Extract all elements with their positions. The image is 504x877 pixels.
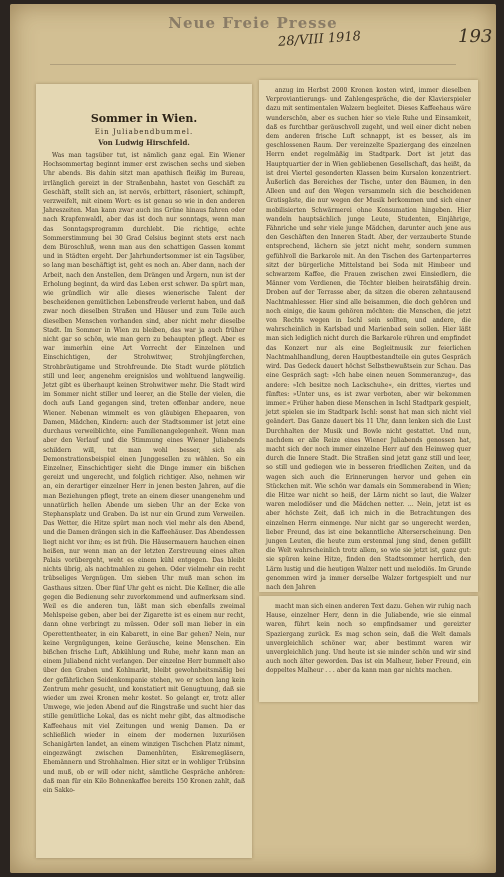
article-paragraph: Was man tagsüber tut, ist nämlich ganz egal. Ein Wiener Hochsommertag beginnt immer erst zwischen sechs und sieben Uhr abends. Bis dahin sitzt man apathisch fleißig im Bureau, irrlänglich gereizt in der Straßenbahn, hastet von Geschäft zu Geschäft, stellt sich an, ist nervös, erbittert, räsoniert, schimpft, verzweifelt, mit einem Wort: es ist genau so wie in den anderen Jahreszeiten. Man kann zwar auch ins Grüne hinaus fahren oder nach Krapfenwaldl, aber das ist doch nur sonntags, wenn man das Sonntagsprogramm durchlebt. Die richtige, echte Sommerstimmung bei 30 Grad Celsius beginnt stets erst nach dem Büroschluß, wenn man aus den schattigen Gassen kommt und in Städten ergeht. Der Jahrhundertsommer ist ein Tagsüber, so lang man beschäftigt ist, geht es noch an. Aber dann, nach der Arbeit, nach den Anstellen, dem Drängen und Ärgern, nun ist der Erholung beginnt, da wird das Leben erst schwer. Da spürt man, wie gründlich wir alle dieses wienerische Talent der bescheidenen gemütlichen Lebensfreude verlernt haben, und daß zwar noch dieselben Straßen und Häuser und zum Teile auch dieselben Menschen vorhanden sind, aber nicht mehr dieselbe Stadt. Im Sommer in Wien zu bleiben, das war ja auch früher nicht gar so schön, wie man gern zu behaupten pflegt. Aber es war immerhin eine Art Vorrecht der Einzelnen und Einschichtigen, der Strohwitwer, Strohjüngferchen, Strohbräutigame und Strohfreunde. Die Stadt wurde plötzlich still und leer, angenehm ereignislos und wohltuend langweilig. Jetzt gibt es überhaupt keinen Strohwitwer mehr. Die Stadt wird im Sommer nicht stiller und leerer, an die Stelle der vielen, die doch aufs Land gegangen sind, treten offenbar andere, neue Wiener. Nebenan wimmelt es von gläubigen Ehepaaren, von Damen, Mädchen, Kindern: auch der Stadtsommer ist jetzt eine durchaus verweiblichte, eine Familienangelegenheit. Wenn man aber den Verlauf und die Stimmung eines Wiener Juliabends schildern will, tut man wohl besser, sich als Demonstrationsbeispiel einen Junggesellen zu wählen. So ein Einzelner, Einschichtiger sieht die Dinge immer ein bißchen gereizt und ungerecht, und folglich richtiger. Also, nehmen wir an, ein derartiger einzelner Herr in jenen besten Jahren, auf die man Beziehungen pflegt, trete an einem dieser unangenehm und unnatürlich hellen Abende um sieben Uhr an der Ecke von Stephansplatz und Graben. Da ist nur ein Grund zum Verweilen. Das Wetter, die Hitze spürt man noch viel mehr als den Abend, und die Damen drängen sich in die Kaffeehäuser. Das Abendessen liegt nicht vor ihm; es ist früh. Die Häusermauern hauchen einen heißen, nur wenn man an der letzten Zerstreuung eines alten Palais vorübergeht, weht es einem kühl entgegen. Das bleibt nichts übrig, als nachtmahlen zu gehen. Oder vielmehr ein recht trübseliges Vergnügen. Um sieben Uhr muß man schon im Gasthaus sitzen. Über fünf Uhr geht es nicht. Die Kellner, die alle gegen die Bedienung sehr zuvorkommend und aufmerksam sind. Weil es die anderen tun, läßt man sich ebenfalls zweimal Mehlspeise geben, aber bei der Zigarette ist es einem nur recht, dann ohne verbringt zu müssen. Oder soll man lieber in ein Operettentheater, in ein Kabarett, in eine Bar gehen? Nein, nur keine Vergnügungen, keine Geräusche, keine Menschen. Ein bißchen frische Luft, Abkühlung und Ruhe, mehr kann man an einem Juliabend nicht verlangen. Der einzelne Herr bummelt also über den Graben und Kohlmarkt, bleibt gewohnheitsmäßig bei der gefährlichen Seidenkompanie stehen, wo er schon lang kein Zentrum mehr gesucht, und konstatiert mit Genugtuung, daß sie wieder um zwei Kronen mehr kostet. So gelangt er, trotz aller Umwege, wie jeden Abend auf die Ringstraße und sucht hier das stille gemütliche Lokal, das es nicht mehr gibt, das altmodische Kaffeehaus mit viel Zeitungen und wenig Damen. Da er schließlich wieder in einem der modernen luxuriösen Schanigärten landet, an einem winzigen Tischchen Platz nimmt, eingezwängt zwischen Damenhüten, Eiskremegläsern, Ehemännern und Strohhalmen. Hier sitzt er in wohliger Trübsinn und muß, ob er will oder nicht, sämtliche Gespräche anhören: daß man für ein Kilo Bohnenkaffee bereits 150 Kronen zahlt, daß ein Sakko- (43, 152, 245, 795)
handwritten-date: 28/VIII 1918 (277, 29, 362, 50)
article-body-left (43, 151, 245, 795)
page-number: 193 (458, 26, 493, 47)
article-paragraph: anzug im Herbst 2000 Kronen kosten wird, immer dieselben Verproviantierungs- und Zahlengespräche, die der Klavierspieler dazu mit sentimentalen Walzern begleitet. Dieses Kaffeehaus wäre wunderschön, aber es suchen hier so viele Ruhe und Einsamkeit, daß es furchtbar geräuschvoll zugeht, und weil einer dicht neben dem anderen frische Luft schnappt, ist es besser, als im geschlossenen Raum. Der vereinzelte Spaziergang des einzelnen Herrn endet regelmäßig im Stadtpark. Dort ist jetzt das Hauptquartier der in Wien gebliebenen Gesellschaft, das heißt, da ist drei Viertel gesonderten Klassen beim Kursalon konzentriert. Äußerlich das Bereiches der Tische, unter den Bäumen, in den Alleen und auf den Wegen versammeln sich die bescheidenen Gratisgäste, die nur wegen der Musik herkommen und sich einer mobilisierten Schwärmerei ohne Konsumation hingeben. Hier wandeln hauptsächlich junge Leute, Studenten, Einjährige, Fähnriche und sehr viele junge Mädchen, darunter auch jene aus den Geschäften den Inneren Stadt. Aber, der verzauberte Stunde entsprechend, lächern sie jetzt nicht mehr, sondern summen gefühlvoll die Barkarole mit. An den Tischen des Gartenparterres sitzt der bürgerliche Mittelstand bei Soda mit Himbeer und schwarzem Kaffee, die Frauen zwischen zwei Einsiedlern, die Männer vom Verdienen, die Töchter bleiben heiratsfähig drein. Droben auf der Terrasse aber, da sitzen die oberen zehntausend Nachtmahlesser. Hier sind alle beisammen, die doch gehören und noch einige, die kaum gehören möchten: die Menschen, die jetzt von Rechts wegen in Ischl sein sollten, und andere, die wahrscheinlich in Karlsbad und Marienbad sein sollen. Hier läßt man sich lediglich nicht durch die Barkarole rühren und empfindet das Konzert nur als eine Begleitmusik zur feierlichen Nachtmahlhandlung, deren Hauptbestandteile ein gutes Gespräch wird. Das Gedeck dauert höchst Selbstbewußtsein zur Schau. Das eine Gespräch sagt: »Ich habe einen neuen Sommeranzug«, das andere: »Ich besitze noch Lackschuhe«, ein drittes, viertes und fünftes: »Unter uns, es ist zwar verboten, aber wir bekommen immer.« Früher haben diese Menschen in Ischl Stadtpark gespielt, jetzt spielen sie im Stadtpark Ischl: sonst hat man sich nicht viel geändert. Das Ganze dauert bis 11 Uhr, dann lenken sich die Lust Durchhalten der Musik und Bowle nicht gestattet. Und nun, nachdem er alle Reize eines Wiener Juliabends genossen hat, macht sich der noch immer einzelne Herr auf den Heimweg quer durch die Innere Stadt. Die Straßen sind jetzt ganz still und leer, so still und gediegen wie in besseren friedlichen Zeiten, und da wagen sich auch die Erinnerungen hervor und gehen ein Stückchen mit. Wie schön war damals ein Sommerabend in Wien; die Hitze war nicht so heiß, der Lärm nicht so laut, die Walzer waren melodiöser und die Mädchen netter. … Nein, jetzt ist es aber höchste Zeit, daß ich mich in die Betrachtungen des einzelnen Herrn einmenge. Nur nicht gar so ungerecht werden, lieber Freund, das ist eine bekanntliche Alterserscheinung. Den jungen Leuten, die heute zum erstenmal jung sind, denen gefällt die Welt wahrscheinlich trotz allem, so wie sie jetzt ist, ganz gut: sie spüren keine Hitze, finden den Stadtsommer herrlich, den Lärm lustig und die heutigen Walzer nett und melodiös. Im Grunde genommen wird ja immer derselbe Walzer fortgespielt und nur nach den Jahren (266, 87, 471, 591)
article-clipping-right (259, 80, 478, 592)
article-clipping-left (36, 84, 252, 858)
article-body-right (266, 86, 471, 592)
masthead: Neue Freie Presse (168, 14, 338, 32)
article-author: Von Ludwig Hirschfeld. (98, 138, 190, 147)
header-divider (50, 64, 456, 65)
article-clipping-continuation (259, 596, 478, 702)
article-paragraph: macht man sich einen anderen Text dazu. Gehen wir ruhig nach Hause, einzelner Herr, denn in die Juliabende, wie sie einmal waren, führt kein noch so empfindsamer und gereizter Spaziergang zurück. Es mag schon sein, daß die Welt damals unvergleichlich schöner war, aber bestimmt waren wir unvergleichlich jung. Und heute ist sie minder schön und wir sind auch noch älter geworden. Das ist ein Malheur, lieber Freund, ein doppeltes Malheur . . . aber da kann man gar nichts machen. (266, 603, 471, 675)
article-title: Sommer in Wien. (90, 112, 198, 125)
article-body-continuation (266, 602, 471, 676)
article-subtitle: Ein Juliabendbummel. (94, 128, 194, 136)
